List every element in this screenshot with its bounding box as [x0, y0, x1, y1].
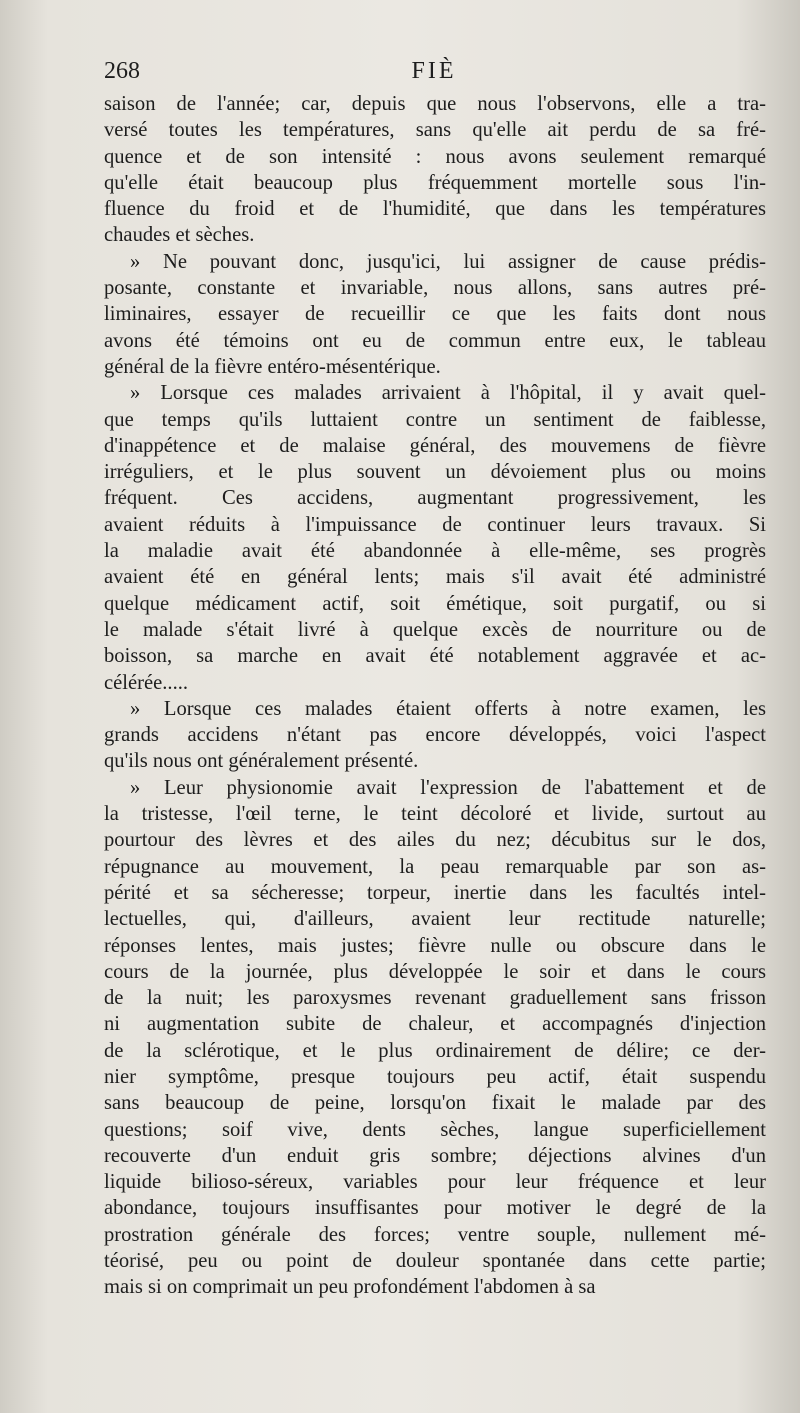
text-line: fréquent. Ces accidens, augmentant progressivement, les	[104, 487, 766, 510]
text-line: posante, constante et invariable, nous allons, sans autres pré-	[104, 277, 766, 300]
text-line: qu'elle était beaucoup plus fréquemment mortelle sous l'in-	[104, 171, 766, 194]
text-line: de la sclérotique, et le plus ordinairement de délire; ce der-	[104, 1039, 766, 1062]
text-line: lectuelles, qui, d'ailleurs, avaient leur rectitude naturelle;	[104, 908, 766, 931]
text-line: quelque médicament actif, soit émétique, soit purgatif, ou si	[104, 592, 766, 615]
text-line: saison de l'année; car, depuis que nous l'observons, elle a tra-	[104, 93, 766, 115]
paragraph	[104, 775, 766, 1301]
text-line: irréguliers, et le plus souvent un dévoiement plus ou moins	[104, 461, 766, 484]
text-line: » Ne pouvant donc, jusqu'ici, lui assigner de cause prédis-	[130, 250, 766, 273]
body-text	[104, 91, 766, 1301]
text-line: questions; soif vive, dents sèches, langue superficiellement	[104, 1118, 766, 1141]
text-line: sans beaucoup de peine, lorsqu'on fixait le malade par des	[104, 1092, 766, 1115]
paragraph	[104, 91, 766, 249]
page-header	[104, 58, 764, 92]
text-line: général de la fièvre entéro-mésentérique.	[104, 355, 441, 378]
paragraph	[104, 696, 766, 775]
text-line: d'inappétence et de malaise général, des mouvemens de fièvre	[104, 434, 766, 457]
text-line: grands accidens n'étant pas encore développés, voici l'aspect	[104, 724, 766, 747]
text-line: la maladie avait été abandonnée à elle-même, ses progrès	[104, 540, 766, 563]
text-line: cours de la journée, plus développée le soir et dans le cours	[104, 960, 766, 983]
paragraph	[104, 249, 766, 380]
text-line: liminaires, essayer de recueillir ce que les faits dont nous	[104, 303, 766, 326]
page-number: 268	[104, 58, 140, 84]
text-line: répugnance au mouvement, la peau remarquable par son as-	[104, 855, 766, 878]
text-line: réponses lentes, mais justes; fièvre nulle ou obscure dans le	[104, 934, 766, 957]
text-line: que temps qu'ils luttaient contre un sentiment de faiblesse,	[104, 408, 766, 431]
text-line: recouverte d'un enduit gris sombre; déjections alvines d'un	[104, 1144, 766, 1167]
text-line: célérée.....	[104, 671, 189, 694]
paragraph	[104, 380, 766, 696]
text-line: avaient été en général lents; mais s'il avait été administré	[104, 566, 766, 589]
text-line: » Lorsque ces malades étaient offerts à notre examen, les	[130, 697, 766, 720]
text-line: ni augmentation subite de chaleur, et accompagnés d'injection	[104, 1013, 766, 1036]
text-line: prostration générale des forces; ventre souple, nullement mé-	[104, 1223, 766, 1246]
text-line: mais si on comprimait un peu profondément l'abdomen à sa	[104, 1276, 596, 1299]
text-line: » Lorsque ces malades arrivaient à l'hôpital, il y avait quel-	[130, 382, 766, 405]
text-line: de la nuit; les paroxysmes revenant graduellement sans frisson	[104, 987, 766, 1010]
text-line: fluence du froid et de l'humidité, que dans les températures	[104, 198, 766, 221]
text-line: avons été témoins ont eu de commun entre eux, le tableau	[104, 329, 766, 352]
text-line: avaient réduits à l'impuissance de continuer leurs travaux. Si	[104, 513, 766, 536]
text-line: périté et sa sécheresse; torpeur, inertie dans les facultés intel-	[104, 881, 766, 904]
running-title: FIÈ	[411, 58, 457, 84]
text-line: abondance, toujours insuffisantes pour motiver le degré de la	[104, 1197, 766, 1220]
text-line: nier symptôme, presque toujours peu actif, était suspendu	[104, 1065, 766, 1088]
text-line: liquide bilioso-séreux, variables pour leur fréquence et leur	[104, 1171, 766, 1194]
text-line: versé toutes les températures, sans qu'elle ait perdu de sa fré-	[104, 119, 766, 142]
text-line: téorisé, peu ou point de douleur spontanée dans cette partie;	[104, 1250, 766, 1273]
text-line: quence et de son intensité : nous avons seulement remarqué	[104, 145, 766, 168]
text-line: le malade s'était livré à quelque excès de nourriture ou de	[104, 618, 766, 641]
text-line: » Leur physionomie avait l'expression de l'abattement et de	[130, 776, 766, 799]
text-line: pourtour des lèvres et des ailes du nez; décubitus sur le dos,	[104, 829, 766, 852]
text-line: chaudes et sèches.	[104, 224, 255, 247]
text-line: la tristesse, l'œil terne, le teint décoloré et livide, surtout au	[104, 803, 766, 826]
text-line: qu'ils nous ont généralement présenté.	[104, 750, 419, 773]
text-line: boisson, sa marche en avait été notablement aggravée et ac-	[104, 645, 766, 668]
